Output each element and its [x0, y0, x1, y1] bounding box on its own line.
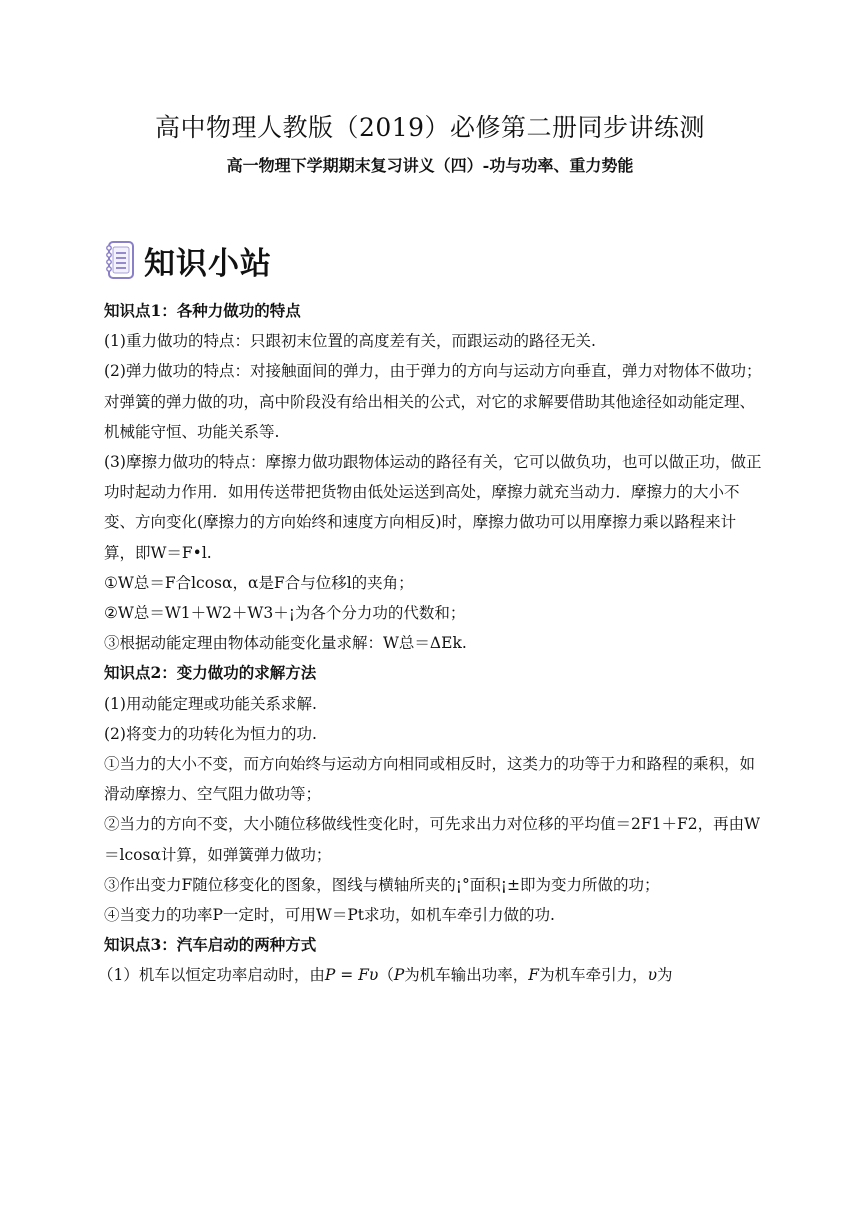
notebook-icon [104, 239, 136, 281]
kp1-paragraph-3: (3)摩擦力做功的特点：摩擦力做功跟物体运动的路径有关，它可以做负功，也可以做正功，做正功时起动力作用．如用传送带把货物由低处运送到高处，摩擦力就充当动力．摩擦力的大小不变、方向变化(摩擦力的方向始终和速度方向相反)时，摩擦力做功可以用摩擦力乘以路程来计算，即W＝F•l. [104, 453, 762, 562]
kp1-item-2: ②W总＝W1＋W2＋W3＋¡为各个分力功的代数和； [104, 604, 466, 623]
kp2-item-4: ④当变力的功率P一定时，可用W＝Pt求功，如机车牵引力做的功. [104, 906, 555, 925]
kp2-heading: 知识点2：变力做功的求解方法 [104, 663, 317, 683]
kp1-paragraph-2: (2)弹力做功的特点：对接触面间的弹力，由于弹力的方向与运动方向垂直，弹力对物体不做功；对弹簧的弹力做的功，高中阶段没有给出相关的公式，对它的求解要借助其他途径如动能定理、机械能守恒、功能关系等. [104, 362, 762, 441]
kp2-item-1: ①当力的大小不变，而方向始终与运动方向相同或相反时，这类力的功等于力和路程的乘积，如滑动摩擦力、空气阻力做功等； [104, 755, 756, 804]
symbol-p: P [393, 966, 405, 985]
content-body [98, 296, 764, 991]
section-header [104, 236, 272, 284]
kp3-text-d: 为机车牵引力， [539, 966, 648, 985]
document-subtitle: 高一物理下学期期末复习讲义（四）-功与功率、重力势能 [226, 156, 634, 175]
kp1-heading: 知识点1：各种力做功的特点 [104, 301, 301, 320]
kp3-text-a: （1）机车以恒定功率启动时，由 [98, 966, 325, 985]
power-formula: P = Fυ [324, 966, 379, 985]
kp3-paragraph-1 [98, 960, 764, 990]
kp3-text-c: 为机车输出功率， [404, 966, 529, 985]
kp2-paragraph-1: (1)用动能定理或功能关系求解. [104, 694, 317, 713]
kp2-paragraph-2: (2)将变力的功转化为恒力的功. [104, 724, 317, 743]
kp1-item-3: ③根据动能定理由物体动能变化量求解：W总＝ΔEk. [104, 634, 467, 653]
document-title: 高中物理人教版（2019）必修第二册同步讲练测 [154, 113, 706, 142]
kp3-text-e: 为 [657, 966, 673, 985]
kp1-item-1: ①W总＝F合lcosα，α是F合与位移l的夹角； [104, 573, 414, 592]
kp1-paragraph-1: (1)重力做功的特点：只跟初末位置的高度差有关，而跟运动的路径无关. [104, 332, 596, 351]
section-title: 知识小站 [144, 245, 272, 282]
symbol-v: υ [647, 966, 658, 985]
kp2-item-3: ③作出变力F随位移变化的图象，图线与横轴所夹的¡°面积¡±即为变力所做的功； [104, 875, 660, 894]
kp2-item-2: ②当力的方向不变，大小随位移做线性变化时，可先求出力对位移的平均值＝2F1＋F2，再由W＝lcosα计算，如弹簧弹力做功； [104, 815, 761, 864]
kp3-heading: 知识点3：汽车启动的两种方式 [104, 935, 317, 955]
kp3-text-b: （ [378, 966, 394, 985]
symbol-f: F [528, 966, 540, 985]
